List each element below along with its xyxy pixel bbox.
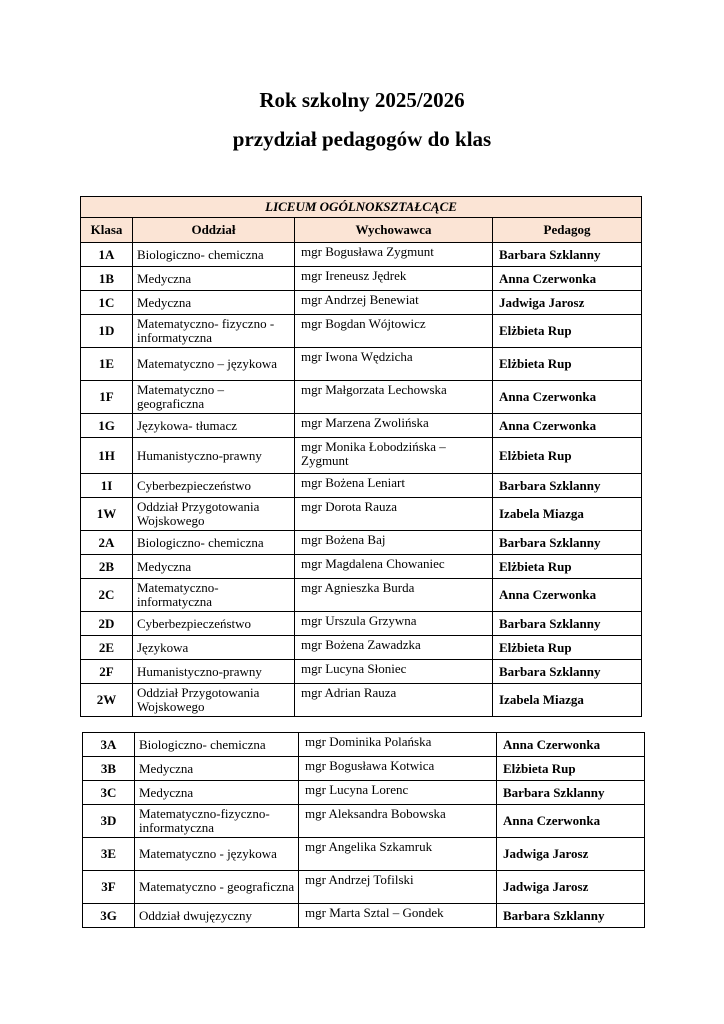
table-row <box>83 871 645 904</box>
table-banner: LICEUM OGÓLNOKSZTAŁCĄCE <box>81 197 642 218</box>
cell-pedagog: Jadwiga Jarosz <box>493 291 642 315</box>
cell-klasa: 3E <box>83 838 135 871</box>
cell-wychowawca: mgr Marta Sztal – Gondek <box>299 904 497 928</box>
cell-wychowawca: mgr Bogusława Kotwica <box>299 757 497 781</box>
cell-wychowawca: mgr Magdalena Chowaniec <box>295 555 493 579</box>
cell-wychowawca: mgr Andrzej Benewiat <box>295 291 493 315</box>
table-row <box>81 267 642 291</box>
cell-wychowawca: mgr Iwona Wędzicha <box>295 348 493 381</box>
cell-klasa: 3B <box>83 757 135 781</box>
cell-pedagog: Jadwiga Jarosz <box>497 871 645 904</box>
table-row <box>81 438 642 474</box>
cell-pedagog: Jadwiga Jarosz <box>497 838 645 871</box>
cell-wychowawca: mgr Bogusława Zygmunt <box>295 243 493 267</box>
cell-oddzial: Matematyczno- fizyczno -informatyczna <box>133 315 295 348</box>
cell-wychowawca: mgr Dominika Polańska <box>299 733 497 757</box>
table-row <box>83 757 645 781</box>
cell-pedagog: Anna Czerwonka <box>493 381 642 414</box>
cell-oddzial: Medyczna <box>133 291 295 315</box>
cell-wychowawca: mgr Aleksandra Bobowska <box>299 805 497 838</box>
cell-klasa: 2F <box>81 660 133 684</box>
table-row <box>83 838 645 871</box>
cell-pedagog: Anna Czerwonka <box>493 267 642 291</box>
cell-pedagog: Izabela Miazga <box>493 684 642 717</box>
cell-oddzial: Medyczna <box>135 781 299 805</box>
cell-wychowawca: mgr Bożena Leniart <box>295 474 493 498</box>
cell-pedagog: Elżbieta Rup <box>493 555 642 579</box>
cell-pedagog: Barbara Szklanny <box>493 243 642 267</box>
cell-klasa: 1B <box>81 267 133 291</box>
cell-oddzial: Medyczna <box>133 267 295 291</box>
cell-pedagog: Elżbieta Rup <box>497 757 645 781</box>
cell-klasa: 2W <box>81 684 133 717</box>
cell-wychowawca: mgr Lucyna Słoniec <box>295 660 493 684</box>
cell-oddzial: Językowa- tłumacz <box>133 414 295 438</box>
cell-klasa: 3C <box>83 781 135 805</box>
cell-klasa: 3G <box>83 904 135 928</box>
cell-klasa: 1A <box>81 243 133 267</box>
cell-pedagog: Anna Czerwonka <box>497 733 645 757</box>
cell-klasa: 1C <box>81 291 133 315</box>
cell-klasa: 3F <box>83 871 135 904</box>
cell-oddzial: Matematyczno - językowa <box>135 838 299 871</box>
cell-klasa: 3A <box>83 733 135 757</box>
cell-klasa: 1I <box>81 474 133 498</box>
cell-oddzial: Humanistyczno-prawny <box>133 438 295 474</box>
cell-pedagog: Izabela Miazga <box>493 498 642 531</box>
cell-oddzial: Matematyczno – geograficzna <box>133 381 295 414</box>
cell-oddzial: Matematyczno - geograficzna <box>135 871 299 904</box>
table-row <box>81 531 642 555</box>
cell-oddzial: Medyczna <box>133 555 295 579</box>
cell-pedagog: Anna Czerwonka <box>493 414 642 438</box>
cell-wychowawca: mgr Angelika Szkamruk <box>299 838 497 871</box>
table-row <box>81 474 642 498</box>
cell-wychowawca: mgr Małgorzata Lechowska <box>295 381 493 414</box>
table-row <box>81 291 642 315</box>
cell-pedagog: Barbara Szklanny <box>497 781 645 805</box>
cell-klasa: 2E <box>81 636 133 660</box>
document-title: Rok szkolny 2025/2026 <box>259 88 465 112</box>
table-row <box>81 243 642 267</box>
cell-klasa: 1E <box>81 348 133 381</box>
document-subtitle: przydział pedagogów do klas <box>232 127 492 151</box>
cell-oddzial: Biologiczno- chemiczna <box>135 733 299 757</box>
table-row <box>81 660 642 684</box>
cell-oddzial: Medyczna <box>135 757 299 781</box>
table-row <box>81 498 642 531</box>
cell-wychowawca: mgr Andrzej Tofilski <box>299 871 497 904</box>
cell-oddzial: Oddział dwujęzyczny <box>135 904 299 928</box>
table-row <box>81 555 642 579</box>
table-row <box>81 636 642 660</box>
cell-pedagog: Anna Czerwonka <box>497 805 645 838</box>
cell-klasa: 2A <box>81 531 133 555</box>
cell-oddzial: Biologiczno- chemiczna <box>133 243 295 267</box>
table-body <box>81 243 642 717</box>
cell-wychowawca: mgr Dorota Rauza <box>295 498 493 531</box>
header-pedagog: Pedagog <box>493 218 642 243</box>
table-row <box>81 315 642 348</box>
cell-klasa: 1D <box>81 315 133 348</box>
table-row <box>83 781 645 805</box>
cell-pedagog: Elżbieta Rup <box>493 438 642 474</box>
cell-pedagog: Elżbieta Rup <box>493 348 642 381</box>
cell-oddzial: Matematyczno-fizyczno- informatyczna <box>135 805 299 838</box>
cell-wychowawca: mgr Bogdan Wójtowicz <box>295 315 493 348</box>
cell-pedagog: Barbara Szklanny <box>493 474 642 498</box>
cell-wychowawca: mgr Agnieszka Burda <box>295 579 493 612</box>
cell-pedagog: Barbara Szklanny <box>497 904 645 928</box>
table-row <box>81 684 642 717</box>
header-klasa: Klasa <box>81 218 133 243</box>
table-row <box>83 904 645 928</box>
cell-pedagog: Elżbieta Rup <box>493 315 642 348</box>
cell-oddzial: Językowa <box>133 636 295 660</box>
table-row <box>83 805 645 838</box>
cell-wychowawca: mgr Bożena Baj <box>295 531 493 555</box>
table-body-continued <box>83 733 645 928</box>
assignment-table-continued <box>82 732 645 928</box>
cell-pedagog: Barbara Szklanny <box>493 531 642 555</box>
cell-klasa: 1F <box>81 381 133 414</box>
cell-pedagog: Anna Czerwonka <box>493 579 642 612</box>
cell-klasa: 2D <box>81 612 133 636</box>
cell-oddzial: Biologiczno- chemiczna <box>133 531 295 555</box>
header-oddzial: Oddział <box>133 218 295 243</box>
cell-wychowawca: mgr Bożena Zawadzka <box>295 636 493 660</box>
cell-klasa: 1G <box>81 414 133 438</box>
cell-wychowawca: mgr Ireneusz Jędrek <box>295 267 493 291</box>
cell-wychowawca: mgr Urszula Grzywna <box>295 612 493 636</box>
cell-oddzial: Matematyczno – językowa <box>133 348 295 381</box>
cell-klasa: 1H <box>81 438 133 474</box>
header-wychowawca: Wychowawca <box>295 218 493 243</box>
cell-klasa: 1W <box>81 498 133 531</box>
cell-oddzial: Oddział Przygotowania Wojskowego <box>133 498 295 531</box>
table-row <box>81 381 642 414</box>
cell-klasa: 2C <box>81 579 133 612</box>
cell-pedagog: Elżbieta Rup <box>493 636 642 660</box>
cell-oddzial: Cyberbezpieczeństwo <box>133 612 295 636</box>
table-row <box>81 348 642 381</box>
assignment-table <box>80 196 642 717</box>
cell-oddzial: Oddział Przygotowania Wojskowego <box>133 684 295 717</box>
cell-wychowawca: mgr Adrian Rauza <box>295 684 493 717</box>
table-row <box>81 414 642 438</box>
table-row <box>81 579 642 612</box>
table-row <box>81 612 642 636</box>
table-row <box>83 733 645 757</box>
cell-pedagog: Barbara Szklanny <box>493 612 642 636</box>
cell-pedagog: Barbara Szklanny <box>493 660 642 684</box>
cell-klasa: 3D <box>83 805 135 838</box>
cell-oddzial: Cyberbezpieczeństwo <box>133 474 295 498</box>
cell-oddzial: Matematyczno- informatyczna <box>133 579 295 612</box>
cell-wychowawca: mgr Marzena Zwolińska <box>295 414 493 438</box>
cell-klasa: 2B <box>81 555 133 579</box>
cell-oddzial: Humanistyczno-prawny <box>133 660 295 684</box>
cell-wychowawca: mgr Monika Łobodzińska – Zygmunt <box>295 438 493 474</box>
cell-wychowawca: mgr Lucyna Lorenc <box>299 781 497 805</box>
